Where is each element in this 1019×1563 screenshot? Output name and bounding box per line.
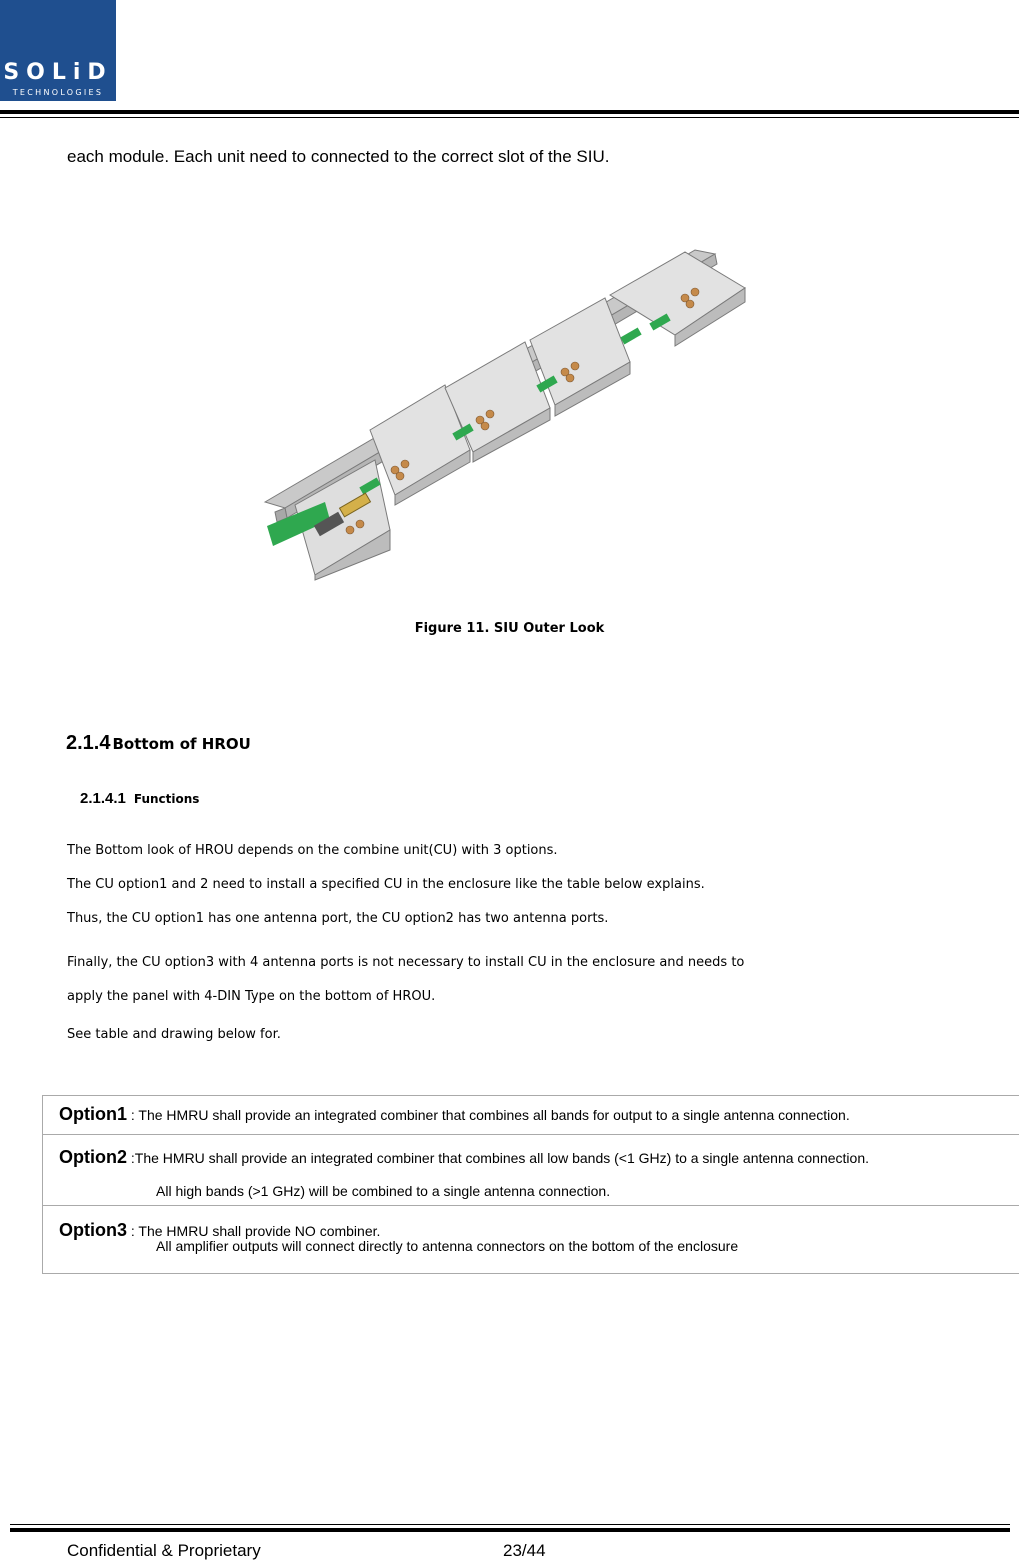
page-number: 23/44 [503,1541,546,1560]
option-text: :The HMRU shall provide an integrated combiner that combines all low bands (<1 GHz) to a single antenna connection. [127,1150,870,1166]
body-line: The Bottom look of HROU depends on the combine unit(CU) with 3 options. [67,843,558,858]
option-text: : The HMRU shall provide an integrated combiner that combines all bands for output to a single antenna connection. [127,1107,850,1123]
body-line: See table and drawing below for. [67,1027,281,1042]
section-title: Bottom of HROU [112,735,251,753]
subsection-number: 2.1.4.1 [80,790,126,807]
lead-paragraph: each module. Each unit need to connected to the correct slot of the SIU. [67,147,610,166]
option-label: Option1 [59,1104,127,1124]
body-line: Thus, the CU option1 has one antenna port, the CU option2 has two antenna ports. [67,911,609,926]
option-row [42,1134,1019,1206]
option-extra-text: All high bands (>1 GHz) will be combined to a single antenna connection. [156,1183,611,1199]
option-label: Option2 [59,1147,127,1167]
footer-confidential: Confidential & Proprietary [67,1541,261,1560]
section-number: 2.1.4 [66,732,111,754]
logo-subtext: TECHNOLOGIES [12,88,104,97]
section-heading [66,732,251,755]
footer-rule-thin [10,1524,1010,1525]
company-logo [0,0,116,101]
header-rule-thick [0,110,1019,114]
subsection-heading [80,790,199,807]
figure-caption: Figure 11. SIU Outer Look [414,621,605,636]
siu-outer-look-figure [255,240,755,585]
footer-rule-thick [10,1528,1010,1532]
body-line: apply the panel with 4-DIN Type on the bottom of HROU. [67,989,436,1004]
option-label: Option3 [59,1220,127,1240]
option-text: : The HMRU shall provide NO combiner. [127,1223,381,1239]
option-row [42,1205,1019,1274]
subsection-title: Functions [133,792,200,806]
option-row [42,1095,1019,1135]
body-line: The CU option1 and 2 need to install a specified CU in the enclosure like the table below explains. [67,877,705,892]
logo-wordmark: SOLiD [3,60,113,85]
header-rule-thin [0,117,1019,118]
option-extra-text: All amplifier outputs will connect directly to antenna connectors on the bottom of the enclosure [156,1238,739,1254]
body-line: Finally, the CU option3 with 4 antenna ports is not necessary to install CU in the enclosure and needs to [67,955,745,970]
